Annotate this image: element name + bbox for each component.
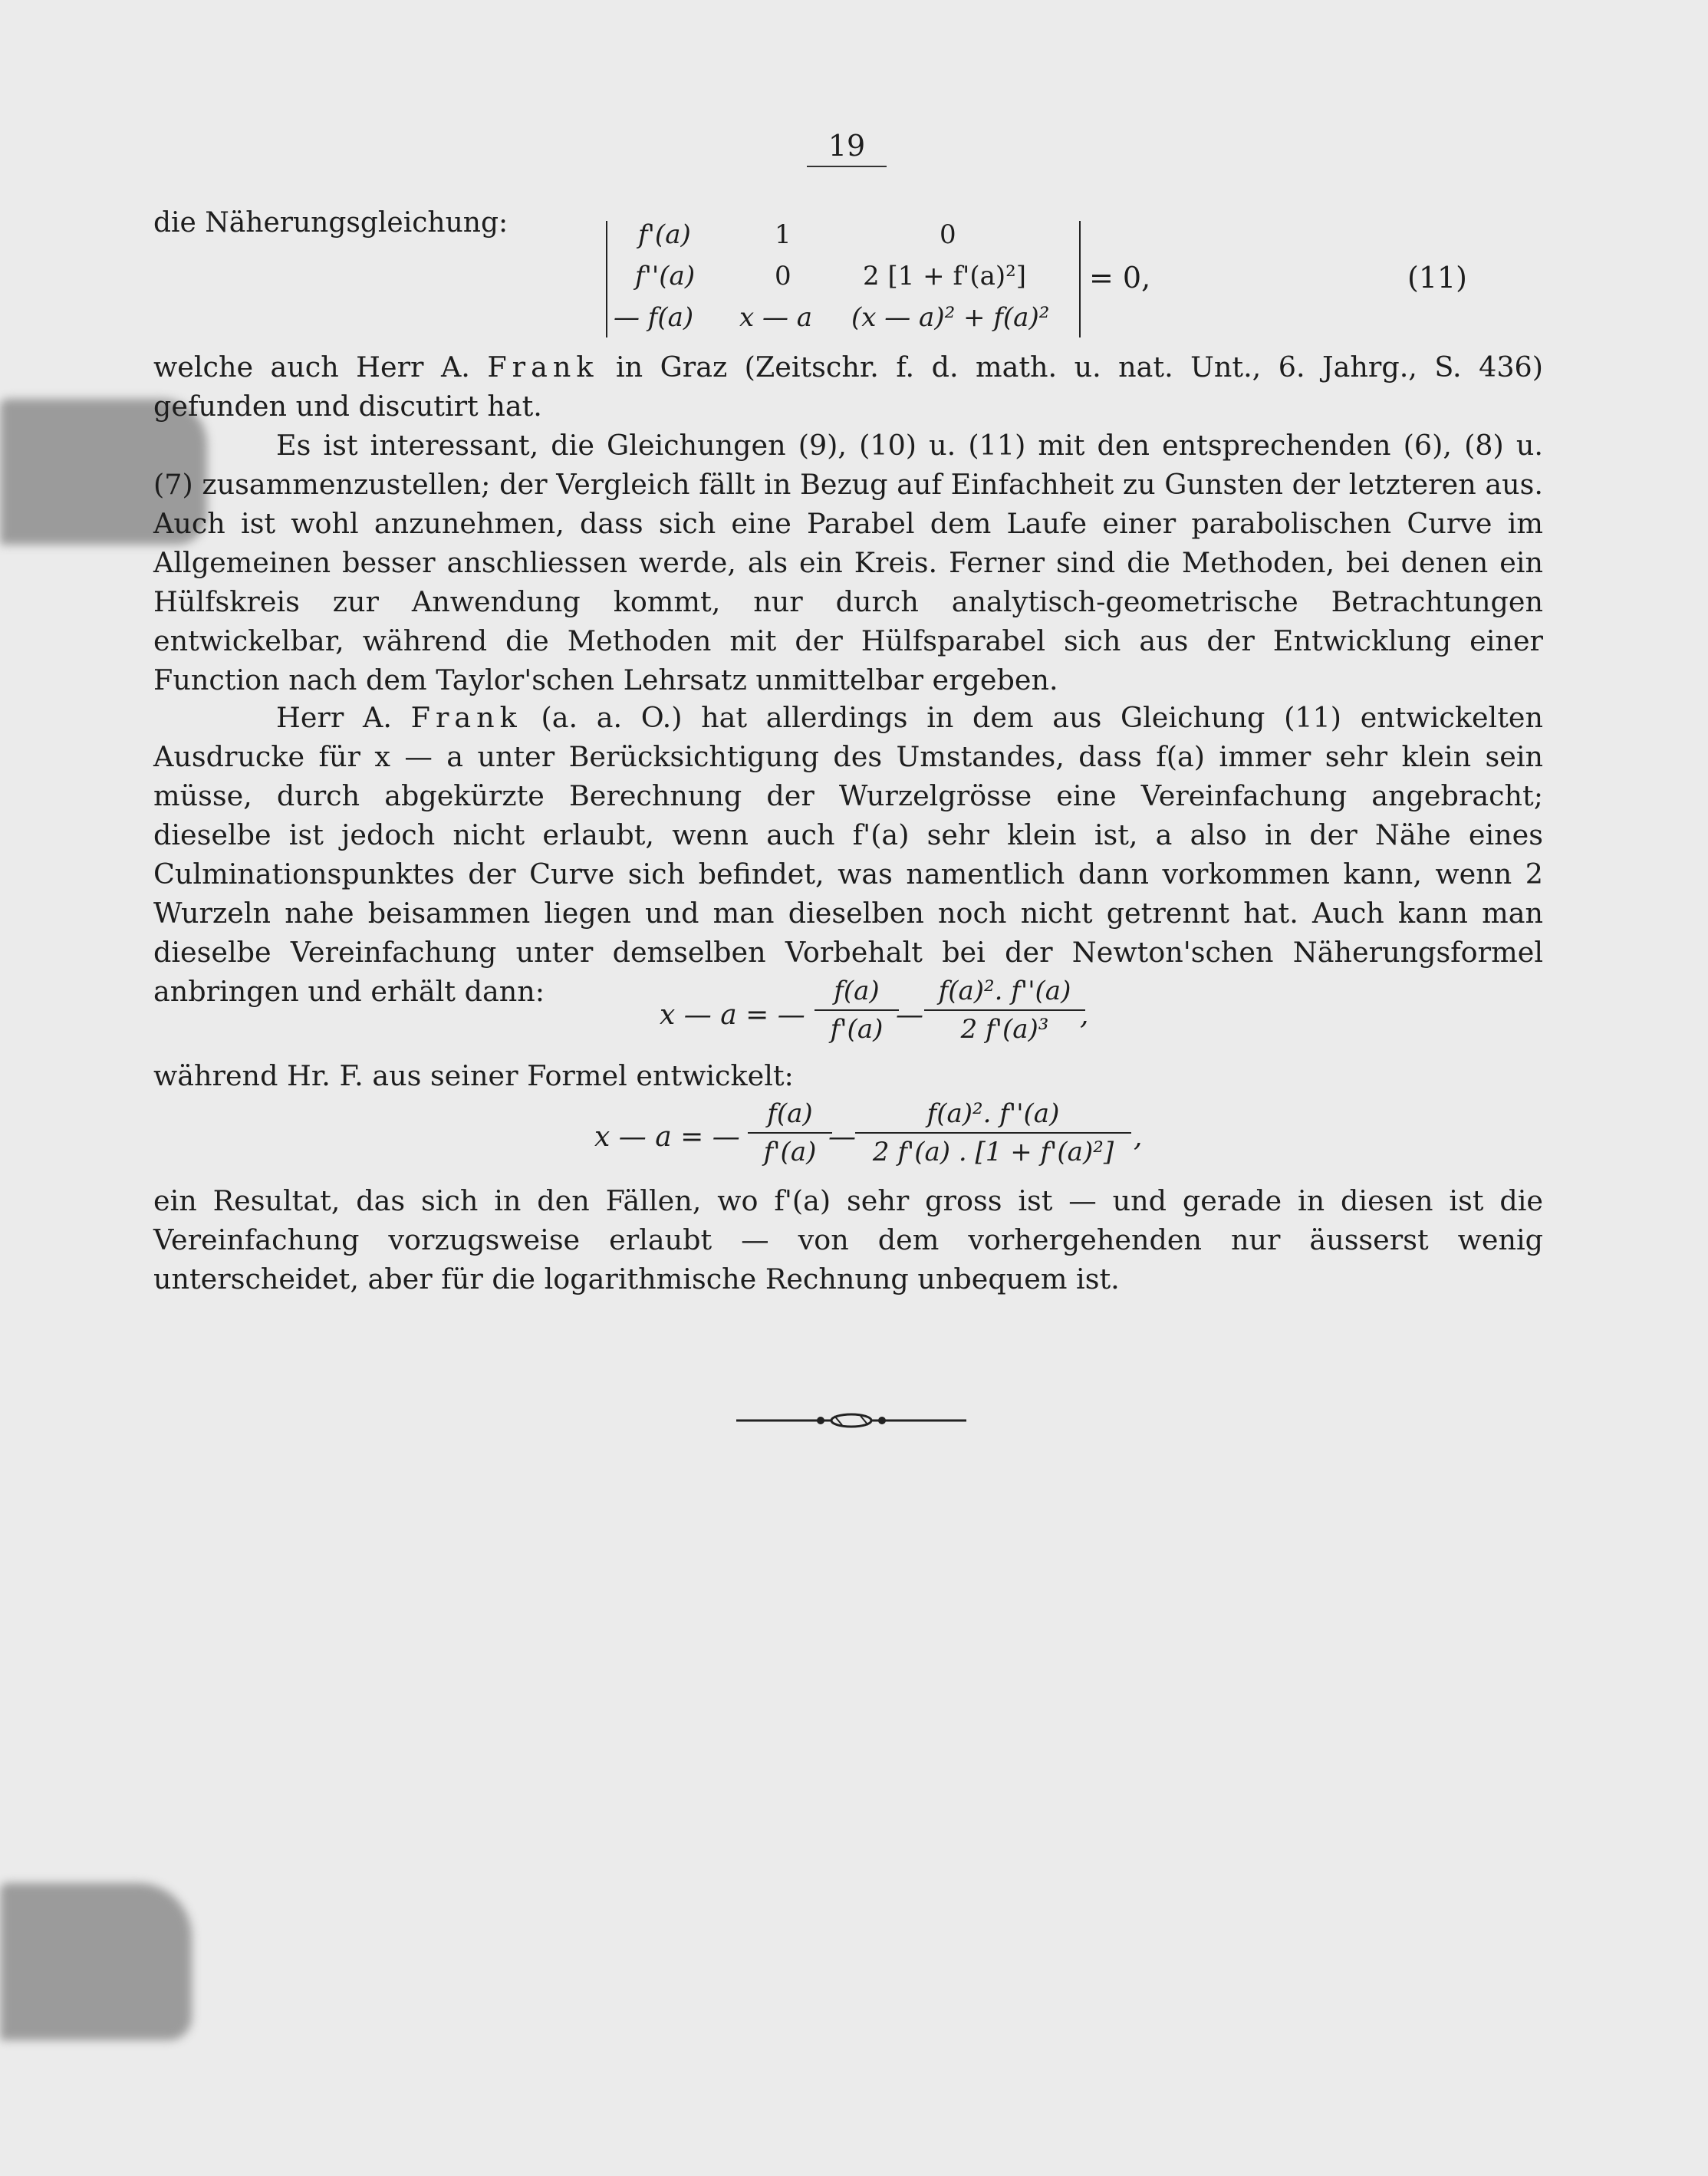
para3-after: (a. a. O.) hat allerdings in dem aus Gleichung (11) entwickelten Ausdrucke für x — a unter Berücksichtigung des Umstandes, dass f(a) immer sehr klein sein müsse, durch abgekürzte Berechnung der Wurzelgrösse eine Vereinfachung angebracht; dieselbe ist jedoch nicht erlaubt, wenn auch f'(a) sehr klein ist, a also in der Nähe eines Culminationspunktes der Curve sich befindet, was namentlich dann vorkommen kann, wenn 2 Wurzeln nahe beisammen liegen und man dieselben noch nicht getrennt hat. Auch kann man dieselbe Vereinfachung unter demselben Vorbehalt bei der Newton'schen Näherungsformel anbringen und erhält dann: bbox=[153, 701, 1543, 1008]
matrix-cell-r2c1: f''(a) bbox=[635, 261, 696, 291]
para1-after: in Graz (Zeitschr. f. d. math. u. nat. Unt., 6. Jahrg., S. 436) gefunden und discutirt hat. bbox=[153, 351, 1544, 423]
formula-1-fraction-1 bbox=[815, 976, 899, 1045]
formula-1-frac1-num: f(a) bbox=[815, 976, 899, 1011]
formula-1-fraction-2 bbox=[924, 976, 1085, 1045]
formula-1-minus: — bbox=[896, 999, 923, 1031]
matrix-cell-r3c2: x — a bbox=[739, 302, 813, 333]
formula-2-frac1-den: f'(a) bbox=[763, 1137, 817, 1167]
para1-before: welche auch Herr A. bbox=[153, 351, 488, 384]
formula-1-frac2-den: 2 f'(a)³ bbox=[960, 1014, 1049, 1045]
formula-2-frac2-den: 2 f'(a) . [1 + f'(a)²] bbox=[872, 1137, 1114, 1167]
formula-1-frac2-num: f(a)². f''(a) bbox=[924, 976, 1085, 1011]
para3-name: Frank bbox=[410, 701, 522, 734]
ink-smudge-lower bbox=[0, 1883, 192, 2040]
matrix-equals: = 0, bbox=[1089, 261, 1151, 295]
para3-before: Herr A. bbox=[276, 701, 411, 734]
matrix-cell-r3c1: — f(a) bbox=[614, 302, 694, 333]
formula-2-frac1-num: f(a) bbox=[748, 1098, 832, 1134]
matrix-cell-r1c2: 1 bbox=[775, 219, 791, 250]
formula-1-end: , bbox=[1080, 999, 1089, 1031]
matrix-cell-r1c1: f'(a) bbox=[638, 219, 691, 250]
paragraph-4: ein Resultat, das sich in den Fällen, wo f'(a) sehr gross ist — und gerade in diesen ist die Vereinfachung vorzugsweise erlaubt — von dem vorhergehenden nur äusserst wenig unterscheidet, aber für die logarithmische Rechnung unbequem ist. bbox=[153, 1184, 1543, 1295]
middle-text: während Hr. F. aus seiner Formel entwickelt: bbox=[153, 1059, 794, 1092]
matrix-cell-r3c3: (x — a)² + f(a)² bbox=[851, 302, 1050, 333]
page-number: 19 bbox=[807, 129, 887, 167]
matrix-cell-r1c3: 0 bbox=[940, 219, 956, 250]
formula-2-fraction-2 bbox=[855, 1098, 1131, 1167]
matrix-cell-r2c3: 2 [1 + f'(a)²] bbox=[863, 261, 1027, 291]
formula-2-end: , bbox=[1134, 1121, 1143, 1153]
equation-number: (11) bbox=[1407, 261, 1468, 295]
intro-label: die Näherungsgleichung: bbox=[153, 207, 508, 239]
formula-1-lhs: x — a = — bbox=[660, 999, 805, 1031]
formula-2-frac2-num: f(a)². f''(a) bbox=[855, 1098, 1131, 1134]
paragraph-1 bbox=[153, 347, 1543, 426]
formula-1-frac1-den: f'(a) bbox=[830, 1014, 884, 1045]
paragraph-2: Es ist interessant, die Gleichungen (9), (10) u. (11) mit den entsprechenden (6), (8) u. (7) zusammenzustellen; der Vergleich fällt in Bezug auf Einfachheit zu Gunsten der letzteren aus. Auch ist wohl anzunehmen, dass sich eine Parabel dem Laufe einer parabolischen Curve im Allgemeinen besser anschliessen werde, als ein Kreis. Ferner sind die Methoden, bei denen ein Hülfskreis zur Anwendung kommt, nur durch analytisch-geometrische Betrachtungen entwickelbar, während die Methoden mit der Hülfsparabel sich aus der Entwicklung einer Function nach dem Taylor'schen Lehrsatz unmittelbar ergeben. bbox=[153, 429, 1543, 696]
formula-2-minus: — bbox=[828, 1121, 856, 1153]
formula-2-lhs: x — a = — bbox=[594, 1121, 740, 1153]
formula-2-fraction-1 bbox=[748, 1098, 832, 1167]
paragraph-3 bbox=[153, 698, 1543, 1011]
matrix-cell-r2c2: 0 bbox=[775, 261, 791, 291]
determinant-matrix bbox=[606, 221, 1081, 337]
para1-name: Frank bbox=[487, 351, 599, 384]
ornament-divider-icon bbox=[736, 1411, 966, 1430]
